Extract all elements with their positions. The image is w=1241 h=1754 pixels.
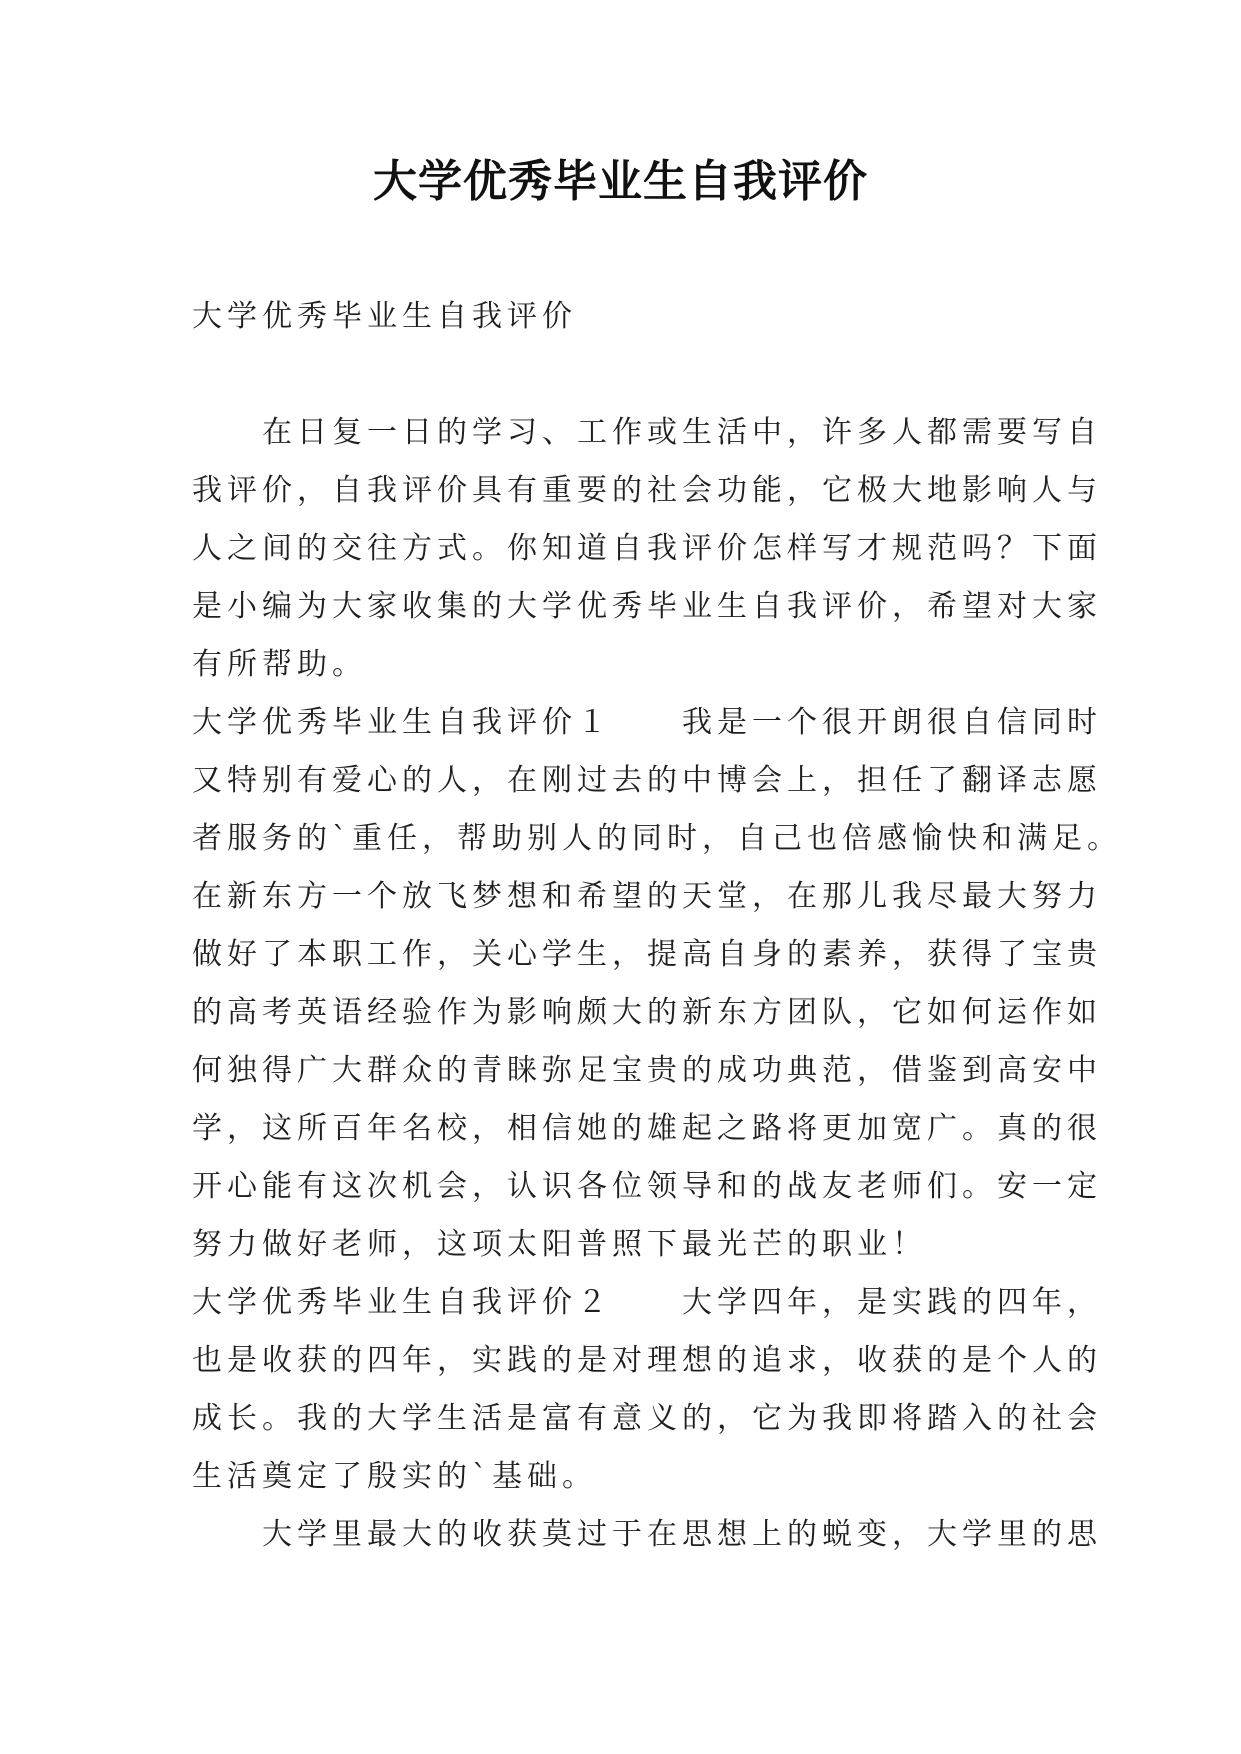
paragraph-gap <box>192 346 1052 404</box>
body-line: 是小编为大家收集的大学优秀毕业生自我评价，希望对大家 <box>192 589 1102 624</box>
body-line: 大学里最大的收获莫过于在思想上的蜕变，大学里的思 <box>192 1517 1102 1552</box>
body-line: 在新东方一个放飞梦想和希望的天堂，在那儿我尽最大努力 <box>192 879 1102 914</box>
body-line: 成长。我的大学生活是富有意义的，它为我即将踏入的社会 <box>192 1401 1102 1436</box>
body-line: 努力做好老师，这项太阳普照下最光芒的职业！ <box>192 1227 927 1262</box>
body-line: 人之间的交往方式。你知道自我评价怎样写才规范吗？下面 <box>192 531 1102 566</box>
body-line: 大学优秀毕业生自我评价２ 大学四年，是实践的四年， <box>192 1285 1102 1320</box>
body-line: 做好了本职工作，关心学生，提高自身的素养，获得了宝贵 <box>192 937 1102 972</box>
body-line: 的高考英语经验作为影响颇大的新东方团队，它如何运作如 <box>192 995 1102 1030</box>
body-line: 又特别有爱心的人，在刚过去的中博会上，担任了翻译志愿 <box>192 763 1102 798</box>
body-line: 大学优秀毕业生自我评价１ 我是一个很开朗很自信同时 <box>192 705 1102 740</box>
body-line: 学，这所百年名校，相信她的雄起之路将更加宽广。真的很 <box>192 1111 1102 1146</box>
body-line: 在日复一日的学习、工作或生活中，许多人都需要写自 <box>192 415 1102 450</box>
document-title: 大学优秀毕业生自我评价 <box>373 156 868 207</box>
body-line: 开心能有这次机会，认识各位领导和的战友老师们。安一定 <box>192 1169 1102 1204</box>
body-line: 生活奠定了殷实的`基础。 <box>192 1459 597 1494</box>
body-line: 我评价，自我评价具有重要的社会功能，它极大地影响人与 <box>192 473 1102 508</box>
body-line: 也是收获的四年，实践的是对理想的追求，收获的是个人的 <box>192 1343 1102 1378</box>
document-subtitle: 大学优秀毕业生自我评价 <box>192 299 577 334</box>
document-body <box>192 288 1122 1564</box>
body-line: 有所帮助。 <box>192 647 367 682</box>
body-line: 何独得广大群众的青睐弥足宝贵的成功典范，借鉴到高安中 <box>192 1053 1102 1088</box>
body-line: 者服务的`重任，帮助别人的同时，自己也倍感愉快和满足。 <box>192 821 1122 856</box>
